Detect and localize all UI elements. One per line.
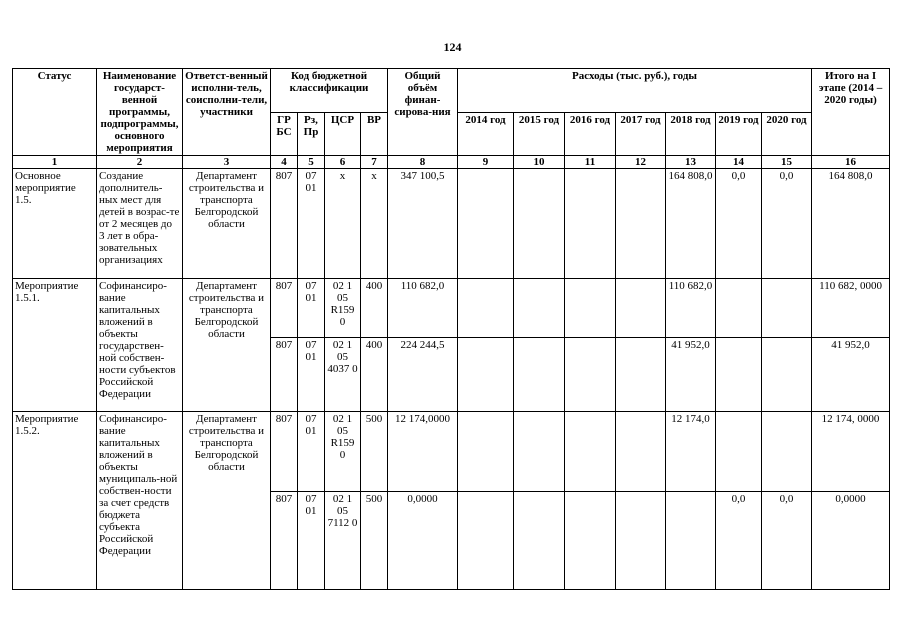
- col-number: 13: [666, 156, 716, 169]
- cell-2018: 164 808,0: [666, 169, 716, 279]
- cell-2014: [458, 279, 514, 338]
- cell-vr: 500: [361, 492, 388, 590]
- header-year: 2016 год: [565, 112, 616, 156]
- cell-2019: [716, 279, 762, 338]
- cell-status: Мероприятие 1.5.1.: [13, 279, 97, 412]
- cell-csr: 02 1 05 R159 0: [325, 279, 361, 338]
- header-rzpr: Рз, Пр: [298, 112, 325, 156]
- cell-2017: [616, 169, 666, 279]
- col-number: 14: [716, 156, 762, 169]
- cell-grbs: 807: [271, 492, 298, 590]
- col-number: 2: [97, 156, 183, 169]
- col-number: 6: [325, 156, 361, 169]
- cell-2016: [565, 279, 616, 338]
- cell-rzpr: 07 01: [298, 492, 325, 590]
- header-responsible: Ответст-венный исполни-тель, соисполни-тели, участники: [183, 69, 271, 156]
- cell-name: Создание дополнитель-ных мест для детей в возрас-те от 2 месяцев до 3 лет в обра-зовательных организациях: [97, 169, 183, 279]
- col-number: 4: [271, 156, 298, 169]
- header-year: 2015 год: [514, 112, 565, 156]
- cell-itogo: 0,0000: [812, 492, 890, 590]
- cell-2014: [458, 338, 514, 412]
- cell-2015: [514, 338, 565, 412]
- cell-2014: [458, 492, 514, 590]
- cell-2018: 110 682,0: [666, 279, 716, 338]
- budget-table: [12, 68, 890, 590]
- cell-2016: [565, 338, 616, 412]
- col-number: 9: [458, 156, 514, 169]
- cell-responsible: Департамент строительства и транспорта Белгородской области: [183, 412, 271, 590]
- cell-status: Мероприятие 1.5.2.: [13, 412, 97, 590]
- col-number: 7: [361, 156, 388, 169]
- col-number: 10: [514, 156, 565, 169]
- cell-grbs: 807: [271, 338, 298, 412]
- cell-2015: [514, 412, 565, 492]
- cell-vr: 500: [361, 412, 388, 492]
- cell-grbs: 807: [271, 412, 298, 492]
- header-grbs: ГР БС: [271, 112, 298, 156]
- cell-2019: 0,0: [716, 492, 762, 590]
- cell-grbs: 807: [271, 169, 298, 279]
- column-number-row: [13, 156, 890, 169]
- cell-responsible: Департамент строительства и транспорта Белгородской области: [183, 279, 271, 412]
- cell-grbs: 807: [271, 279, 298, 338]
- col-number: 1: [13, 156, 97, 169]
- col-number: 3: [183, 156, 271, 169]
- col-number: 8: [388, 156, 458, 169]
- cell-2017: [616, 412, 666, 492]
- cell-2017: [616, 338, 666, 412]
- cell-2019: [716, 338, 762, 412]
- header-year: 2018 год: [666, 112, 716, 156]
- cell-2016: [565, 412, 616, 492]
- cell-csr: 02 1 05 4037 0: [325, 338, 361, 412]
- cell-itogo: 41 952,0: [812, 338, 890, 412]
- cell-vr: х: [361, 169, 388, 279]
- cell-total: 0,0000: [388, 492, 458, 590]
- header-year: 2017 год: [616, 112, 666, 156]
- cell-itogo: 110 682, 0000: [812, 279, 890, 338]
- col-number: 16: [812, 156, 890, 169]
- cell-2020: 0,0: [762, 169, 812, 279]
- header-row: [13, 69, 890, 113]
- header-status: Статус: [13, 69, 97, 156]
- cell-2016: [565, 169, 616, 279]
- header-expenses: Расходы (тыс. руб.), годы: [458, 69, 812, 113]
- col-number: 15: [762, 156, 812, 169]
- cell-csr: 02 1 05 R159 0: [325, 412, 361, 492]
- cell-2018: [666, 492, 716, 590]
- cell-name: Софинансиро-вание капитальных вложений в объекты муниципаль-ной собствен-ности за счет средств бюджета субъекта Российской Федерации: [97, 412, 183, 590]
- cell-responsible: Департамент строительства и транспорта Белгородской области: [183, 169, 271, 279]
- header-year: 2014 год: [458, 112, 514, 156]
- col-number: 12: [616, 156, 666, 169]
- cell-rzpr: 07 01: [298, 338, 325, 412]
- cell-2020: [762, 279, 812, 338]
- table-row: [13, 412, 890, 492]
- header-year: 2020 год: [762, 112, 812, 156]
- table-row: [13, 279, 890, 338]
- cell-csr: х: [325, 169, 361, 279]
- cell-2018: 41 952,0: [666, 338, 716, 412]
- header-year: 2019 год: [716, 112, 762, 156]
- cell-2014: [458, 169, 514, 279]
- cell-2017: [616, 492, 666, 590]
- cell-2014: [458, 412, 514, 492]
- cell-2015: [514, 279, 565, 338]
- cell-csr: 02 1 05 7112 0: [325, 492, 361, 590]
- header-name: Наименование государст-венной программы, подпрограммы, основного мероприятия: [97, 69, 183, 156]
- cell-2019: [716, 412, 762, 492]
- cell-2018: 12 174,0: [666, 412, 716, 492]
- col-number: 5: [298, 156, 325, 169]
- header-vr: ВР: [361, 112, 388, 156]
- header-budget-code: Код бюджетной классификации: [271, 69, 388, 113]
- cell-total: 347 100,5: [388, 169, 458, 279]
- cell-total: 110 682,0: [388, 279, 458, 338]
- cell-2020: 0,0: [762, 492, 812, 590]
- header-total: Общий объём финан-сирова-ния: [388, 69, 458, 156]
- cell-2015: [514, 492, 565, 590]
- cell-2020: [762, 338, 812, 412]
- cell-status: Основное мероприятие 1.5.: [13, 169, 97, 279]
- cell-total: 12 174,0000: [388, 412, 458, 492]
- cell-vr: 400: [361, 338, 388, 412]
- header-itogo: Итого на I этапе (2014 – 2020 годы): [812, 69, 890, 156]
- cell-rzpr: 07 01: [298, 279, 325, 338]
- cell-2017: [616, 279, 666, 338]
- col-number: 11: [565, 156, 616, 169]
- table-row: [13, 169, 890, 279]
- cell-2016: [565, 492, 616, 590]
- cell-vr: 400: [361, 279, 388, 338]
- cell-itogo: 164 808,0: [812, 169, 890, 279]
- cell-rzpr: 07 01: [298, 169, 325, 279]
- cell-2015: [514, 169, 565, 279]
- cell-total: 224 244,5: [388, 338, 458, 412]
- header-csr: ЦСР: [325, 112, 361, 156]
- cell-name: Софинансиро-вание капитальных вложений в объекты государствен-ной собствен-ности субъектов Российской Федерации: [97, 279, 183, 412]
- cell-2019: 0,0: [716, 169, 762, 279]
- cell-2020: [762, 412, 812, 492]
- cell-itogo: 12 174, 0000: [812, 412, 890, 492]
- cell-rzpr: 07 01: [298, 412, 325, 492]
- page-number: 124: [443, 40, 462, 54]
